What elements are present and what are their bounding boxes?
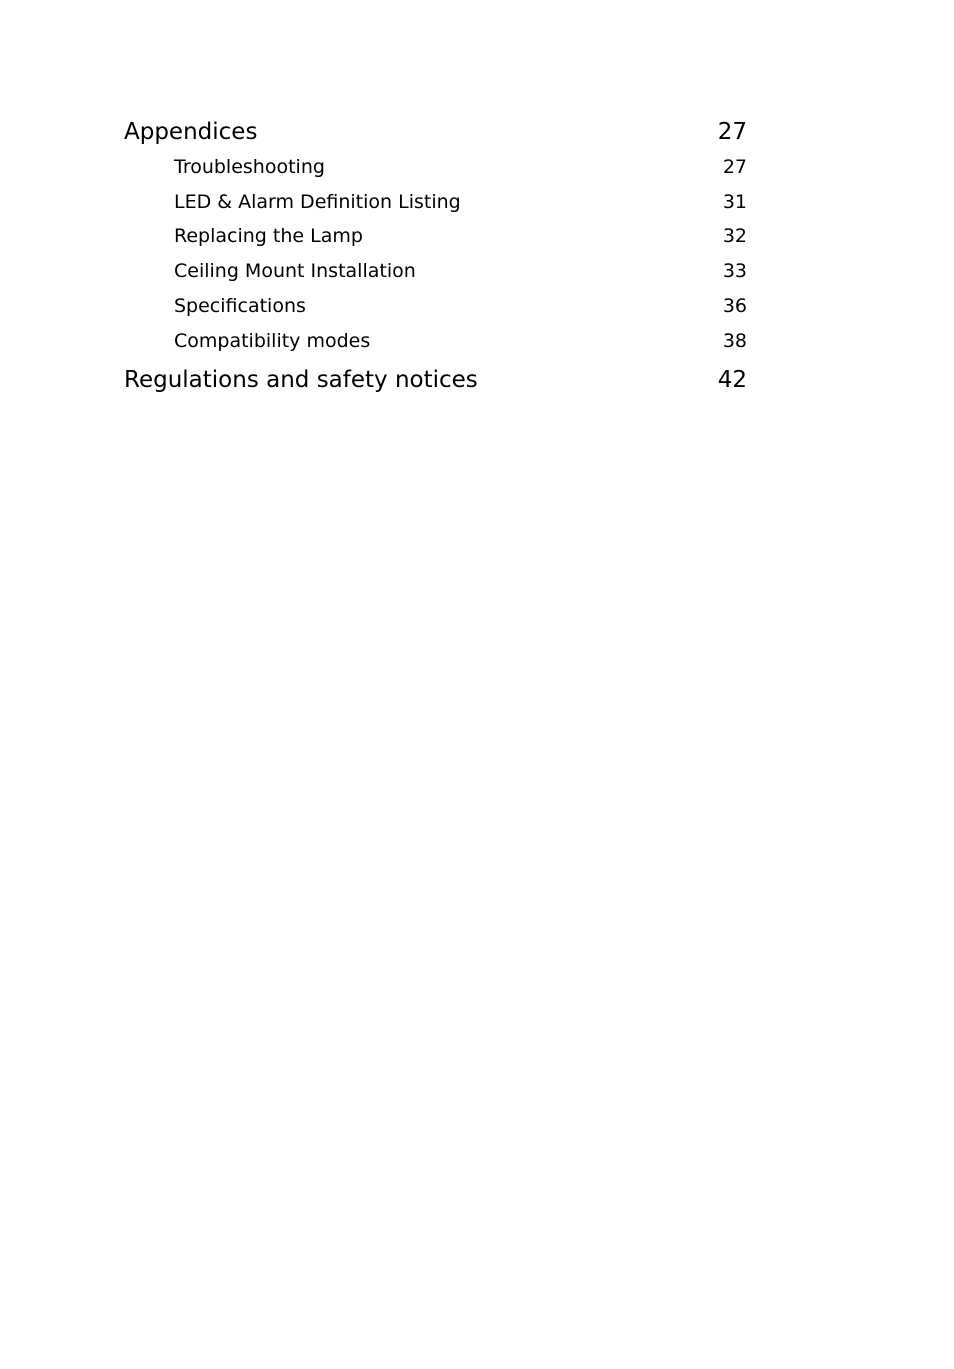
toc-item-title: Ceiling Mount Installation — [174, 260, 416, 283]
toc-item-title: LED & Alarm Definition Listing — [174, 190, 461, 213]
toc-item-title: Specifications — [174, 294, 306, 317]
toc-item-title: Troubleshooting — [174, 156, 325, 178]
toc-item-title: Compatibility modes — [174, 329, 371, 352]
toc-section-page: 27 — [717, 119, 747, 145]
toc-item-page: 32 — [722, 225, 747, 248]
toc-section-title: Appendices — [124, 119, 258, 145]
toc-item-troubleshooting[interactable] — [124, 150, 747, 185]
toc-item-page: 27 — [722, 156, 747, 178]
toc-item-title: Replacing the Lamp — [174, 225, 363, 248]
toc-item-compatibility-modes[interactable] — [124, 324, 747, 359]
toc-section-appendices[interactable] — [124, 114, 747, 150]
toc-item-replacing-the-lamp[interactable] — [124, 219, 747, 254]
toc-item-page: 33 — [722, 260, 747, 283]
toc-item-ceiling-mount-installation[interactable] — [124, 254, 747, 289]
toc-section-regulations-and-safety-notices[interactable] — [124, 362, 747, 398]
toc-section-page: 42 — [717, 367, 747, 394]
toc-item-led-alarm-definition-listing[interactable] — [124, 185, 747, 220]
toc-section-title: Regulations and safety notices — [124, 367, 478, 394]
toc-item-page: 31 — [722, 190, 747, 213]
toc-item-page: 36 — [722, 294, 747, 317]
table-of-contents — [124, 114, 747, 398]
toc-item-page: 38 — [722, 329, 747, 352]
toc-item-specifications[interactable] — [124, 289, 747, 324]
